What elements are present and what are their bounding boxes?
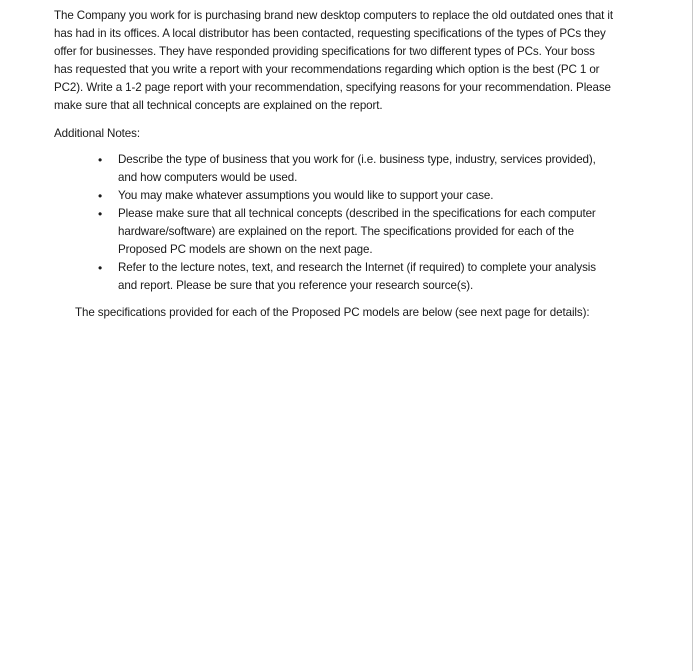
note-text: You may make whatever assumptions you would like to support your case. bbox=[118, 189, 494, 202]
list-item bbox=[54, 151, 610, 187]
notes-list bbox=[54, 151, 614, 295]
bullet-icon: • bbox=[98, 261, 103, 275]
note-text: Refer to the lecture notes, text, and research the Internet (if required) to complete your analysis and report. Please be sure that you reference your research source(s). bbox=[118, 261, 596, 292]
intro-paragraph: The Company you work for is purchasing brand new desktop computers to replace the old outdated ones that it has had in its offices. A local distributor has been contacted, requesting specifications of the types of PCs they offer for businesses. They have responded providing specifications for two different types of PCs. Your boss has requested that you write a report with your recommendations regarding which option is the best (PC 1 or PC2). Write a 1-2 page report with your recommendation, specifying reasons for your recommendation. Please make sure that all technical concepts are explained on the report. bbox=[54, 9, 614, 112]
note-text: Please make sure that all technical concepts (described in the specifications for each computer hardware/software) are explained on the report. The specifications provided for each of the Proposed PC models are shown on the next page. bbox=[118, 207, 596, 256]
list-item bbox=[54, 205, 610, 259]
closing-paragraph: The specifications provided for each of the Proposed PC models are below (see next page for details): bbox=[75, 306, 590, 319]
note-text: Describe the type of business that you work for (i.e. business type, industry, services provided), and how computers would be used. bbox=[118, 153, 596, 184]
bullet-icon: • bbox=[98, 153, 103, 167]
bullet-icon: • bbox=[98, 207, 103, 221]
list-item bbox=[54, 259, 610, 295]
document-body bbox=[54, 7, 614, 322]
additional-notes-heading: Additional Notes: bbox=[54, 127, 140, 140]
bullet-icon: • bbox=[98, 189, 103, 203]
list-item bbox=[54, 187, 610, 205]
